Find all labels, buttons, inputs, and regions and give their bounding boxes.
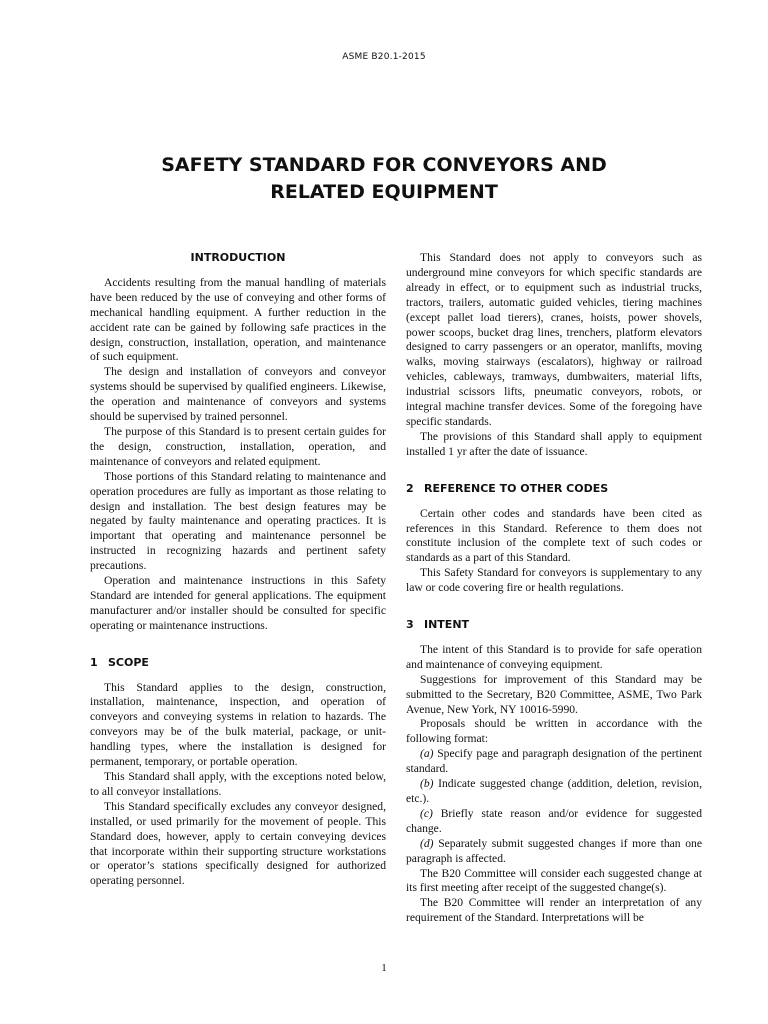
section-number: 3 <box>406 618 414 632</box>
intent-paragraph: The B20 Committee will consider each suggested change at its first meeting after receipt of the suggested change(s). <box>406 866 702 895</box>
item-label: (c) <box>420 806 433 820</box>
intro-paragraph: The design and installation of conveyors and conveyor systems should be supervised by qualified engineers. Likewise, the operation and maintenance of conveyors and systems should be supervised by trained personnel. <box>90 365 386 424</box>
section-3-heading <box>406 618 702 633</box>
left-column <box>90 251 386 889</box>
intro-paragraph: The purpose of this Standard is to present certain guides for the design, construction, installation, operation, and maintenance of conveyors and related equipment. <box>90 424 386 468</box>
section-number: 2 <box>406 481 414 495</box>
format-item <box>406 747 702 777</box>
scope-paragraph: This Standard applies to the design, construction, installation, maintenance, inspection, and operation of conveyors and conveying systems in relation to hazards. The conveyors may be of the bulk material, package, or unit-handling types, where the installation is designed for permanent, temporary, or portable operation. <box>90 680 386 769</box>
format-item <box>406 837 702 867</box>
item-label: (b) <box>420 777 434 791</box>
intro-paragraph: Those portions of this Standard relating to maintenance and operation procedures are fully as important as those relating to design and installation. The best design features may be negated by faulty maintenance and operating practices. It is important that operating and maintenance personnel be instructed in recognizing hazards and pertinent safety precautions. <box>90 469 386 573</box>
scope-paragraph: This Standard does not apply to conveyors such as underground mine conveyors for which specific standards are already in effect, or to equipment such as industrial trucks, tractors, trailers, automatic guided vehicles, tiering machines (except pallet load tierers), cranes, hoists, power shovels, power scoops, bucket drag lines, trenchers, platform elevators designed to carry passengers or an operator, manlifts, moving walks, moving stairways (escalators), highway or railroad vehicles, cableways, tramways, dumbwaiters, material lifts, industrial scissors lifts, pneumatic conveyors, robots, or integral machine transfer devices. Some of the foregoing have specific standards. <box>406 251 702 428</box>
scope-paragraph: The provisions of this Standard shall apply to equipment installed 1 yr after the date of issuance. <box>406 429 702 458</box>
item-text: Indicate suggested change (addition, deletion, revision, etc.). <box>406 777 702 805</box>
item-label: (d) <box>420 836 434 850</box>
item-text: Specify page and paragraph designation of the pertinent standard. <box>406 747 702 776</box>
section-2-heading <box>406 482 702 497</box>
introduction-heading: INTRODUCTION <box>190 251 286 264</box>
document-title: SAFETY STANDARD FOR CONVEYORS AND RELATED EQUIPMENT <box>161 154 607 203</box>
intent-paragraph: The B20 Committee will render an interpretation of any requirement of the Standard. Interpretations will be <box>406 896 702 925</box>
intro-paragraph: Accidents resulting from the manual handling of materials have been reduced by the use of conveying and other forms of mechanical handling equipment. A further reduction in the accident rate can be gained by following safe practices in the design, construction, installation, operation, and maintenance of such equipment. <box>90 275 386 364</box>
section-number: 1 <box>90 655 98 669</box>
section-title: INTENT <box>424 618 470 632</box>
section-title: SCOPE <box>108 655 149 669</box>
intro-paragraph: Operation and maintenance instructions in this Safety Standard are intended for general applications. The equipment manufacturer and/or installer should be consulted for specific operating or maintenance instructions. <box>90 574 386 632</box>
running-header: ASME B20.1-2015 <box>342 52 426 62</box>
section-title: REFERENCE TO OTHER CODES <box>424 481 609 495</box>
reference-paragraph: This Safety Standard for conveyors is supplementary to any law or code covering fire or health regulations. <box>406 566 702 595</box>
page-number: 1 <box>381 962 387 974</box>
format-item <box>406 807 702 837</box>
right-column <box>406 251 702 926</box>
section-1-heading <box>90 656 386 671</box>
item-text: Briefly state reason and/or evidence for suggested change. <box>406 806 702 835</box>
intent-paragraph: Proposals should be written in accordance with the following format: <box>406 717 702 746</box>
reference-paragraph: Certain other codes and standards have been cited as references in this Standard. Reference to them does not constitute inclusion of the complete text of such codes or standards as a part of this Standard. <box>406 506 702 565</box>
format-item <box>406 777 702 807</box>
item-label: (a) <box>420 747 434 761</box>
scope-paragraph: This Standard shall apply, with the exceptions noted below, to all conveyor installations. <box>90 770 386 798</box>
intent-paragraph: The intent of this Standard is to provide for safe operation and maintenance of conveying equipment. <box>406 642 702 671</box>
item-text: Separately submit suggested changes if more than one paragraph is affected. <box>406 836 702 865</box>
intent-paragraph: Suggestions for improvement of this Standard may be submitted to the Secretary, B20 Committee, ASME, Two Park Avenue, New York, NY 10016-5990. <box>406 672 702 716</box>
scope-paragraph: This Standard specifically excludes any conveyor designed, installed, or used primarily for the movement of people. This Standard does, however, apply to certain conveying devices that incorporate within their supporting structure workstations or operator’s stations specifically designed for authorized operating personnel. <box>90 799 386 888</box>
